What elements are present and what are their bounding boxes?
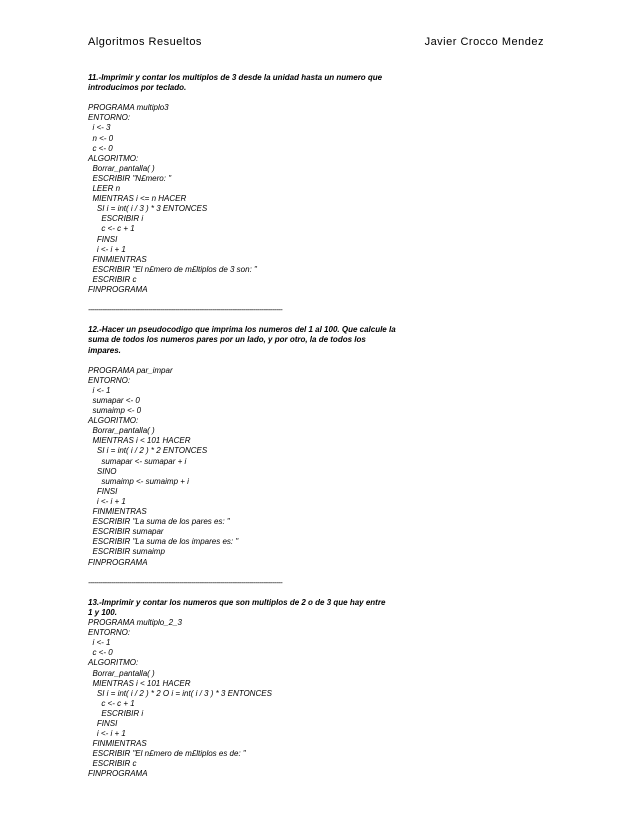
code-line: ALGORITMO: — [88, 416, 139, 426]
code-line: ENTORNO: — [88, 375, 131, 385]
header-left: Algoritmos Resueltos — [88, 36, 202, 48]
code-line: FINPROGRAMA — [88, 769, 148, 779]
code-line: FINPROGRAMA — [88, 284, 148, 294]
document-body — [88, 73, 548, 780]
title-line: 1 y 100. — [88, 607, 117, 617]
spacer — [88, 315, 548, 325]
title-line: introducimos por teclado. — [88, 83, 187, 93]
code-line: FINMIENTRAS — [88, 254, 147, 264]
code-line: ESCRIBIR i — [88, 214, 144, 224]
code-line: ALGORITMO: — [88, 658, 139, 668]
code-line: i <- i + 1 — [88, 496, 126, 506]
code-line: MIENTRAS i < 101 HACER — [88, 678, 191, 688]
code-line: n <- 0 — [88, 133, 114, 143]
code-line: c <- c + 1 — [88, 224, 135, 234]
title-line: 12.-Hacer un pseudocodigo que imprima los numeros del 1 al 100. Que calcule la — [88, 325, 396, 335]
code-line: ESCRIBIR i — [88, 708, 144, 718]
code-line: PROGRAMA multiplo_2_3 — [88, 618, 182, 628]
code-line: ESCRIBIR "El n£mero de m£ltiplos de 3 son: " — [88, 264, 257, 274]
code-line: i <- 1 — [88, 638, 111, 648]
code-line: ENTORNO: — [88, 628, 131, 638]
code-line: ESCRIBIR c — [88, 274, 137, 284]
code-line: i <- 1 — [88, 385, 111, 395]
code-line: FINMIENTRAS — [88, 507, 147, 517]
code-line: i <- i + 1 — [88, 729, 126, 739]
section-title — [88, 325, 548, 355]
spacer — [88, 588, 548, 598]
code-line: ENTORNO: — [88, 113, 131, 123]
code-line: LEER n — [88, 184, 121, 194]
code-block — [88, 103, 548, 295]
spacer — [88, 295, 548, 305]
code-line: SI i = int( i / 2 ) * 2 ENTONCES — [88, 446, 208, 456]
section-title — [88, 598, 548, 618]
separator-line: ---------------------------------------------------------------------------------------------- — [88, 305, 283, 315]
code-line: c <- c + 1 — [88, 698, 135, 708]
code-line: ALGORITMO: — [88, 153, 139, 163]
code-line: ESCRIBIR "El n£mero de m£ltiplos es de: " — [88, 749, 246, 759]
code-block — [88, 618, 548, 780]
title-line: 13.-Imprimir y contar los numeros que son multiplos de 2 o de 3 que hay entre — [88, 597, 386, 607]
header-right: Javier Crocco Mendez — [424, 36, 544, 48]
code-line: FINMIENTRAS — [88, 739, 147, 749]
code-line: FINSI — [88, 486, 118, 496]
code-line: i <- 3 — [88, 123, 111, 133]
spacer — [88, 356, 548, 366]
code-line: SI i = int( i / 3 ) * 3 ENTONCES — [88, 204, 208, 214]
code-line: sumapar <- sumapar + i — [88, 456, 187, 466]
code-line: ESCRIBIR c — [88, 759, 137, 769]
code-line: sumapar <- 0 — [88, 396, 140, 405]
section-title — [88, 73, 548, 93]
code-line: Borrar_pantalla( ) — [88, 426, 155, 436]
code-line: c <- 0 — [88, 143, 113, 153]
code-line: Borrar_pantalla( ) — [88, 668, 155, 678]
code-line: ESCRIBIR "N£mero: " — [88, 173, 172, 183]
code-line: SI i = int( i / 2 ) * 2 O i = int( i / 3 ) * 3 ENTONCES — [88, 688, 272, 698]
code-line: SINO — [88, 466, 117, 476]
code-line: ESCRIBIR sumapar — [88, 527, 164, 537]
code-line: PROGRAMA par_impar — [88, 365, 173, 375]
code-line: PROGRAMA multiplo3 — [88, 103, 169, 113]
title-line: 11.-Imprimir y contar los multiplos de 3 desde la unidad hasta un numero que — [88, 73, 383, 82]
code-line: i <- i + 1 — [88, 244, 126, 254]
code-line: ESCRIBIR "La suma de los impares es: " — [88, 537, 239, 547]
code-line: Borrar_pantalla( ) — [88, 163, 155, 173]
code-line: FINSI — [88, 719, 118, 728]
code-line: FINPROGRAMA — [88, 557, 148, 567]
separator-line: ---------------------------------------------------------------------------------------------- — [88, 577, 283, 587]
code-line: sumaimp <- sumaimp + i — [88, 476, 189, 486]
code-line: MIENTRAS i < 101 HACER — [88, 436, 191, 446]
title-line: suma de todos los numeros pares por un lado, y por otro, la de todos los — [88, 335, 366, 345]
code-line: ESCRIBIR sumaimp — [88, 547, 165, 557]
code-line: c <- 0 — [88, 648, 113, 658]
title-line: impares. — [88, 345, 121, 355]
code-line: FINSI — [88, 234, 118, 244]
spacer — [88, 568, 548, 578]
code-line: sumaimp <- 0 — [88, 406, 142, 416]
code-block — [88, 366, 548, 568]
code-line: MIENTRAS i <= n HACER — [88, 194, 187, 204]
spacer — [88, 93, 548, 103]
code-line: ESCRIBIR "La suma de los pares es: " — [88, 517, 230, 527]
